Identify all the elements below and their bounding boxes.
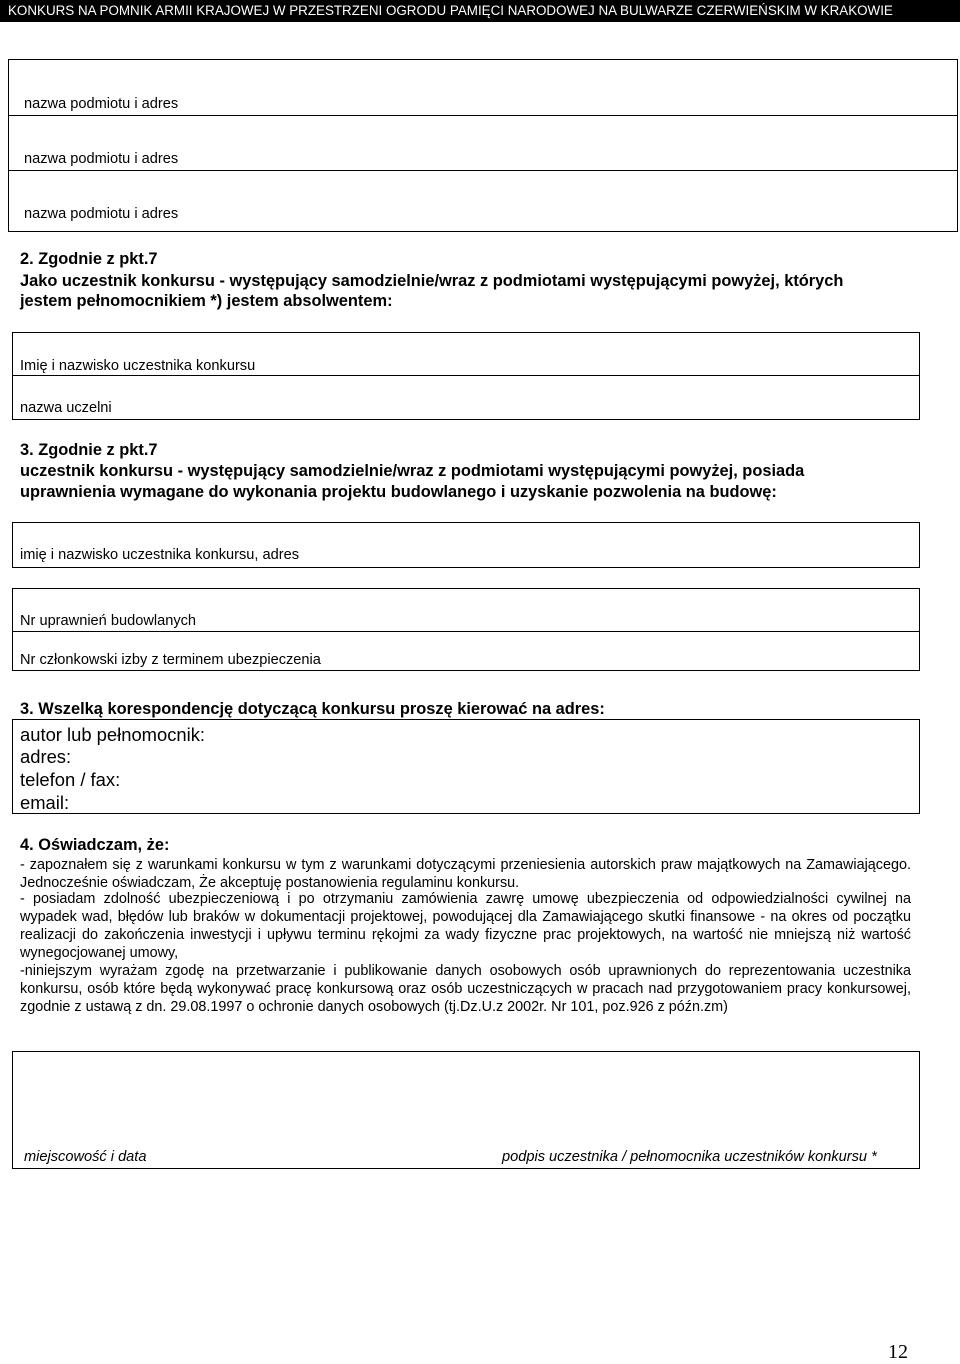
subject-name-address-1: nazwa podmiotu i adres bbox=[24, 96, 179, 112]
declaration-paragraph-3: -niniejszym wyrażam zgodę na przetwarzanie i publikowanie danych osobowych osób uprawnionych do reprezentowania uczestnika konkursu, osób które będą wykonywać pracę konkursową oraz osób uczestniczących w pracach nad przygotowaniem pracy konkursowej, zgodnie z ustawą z dn. 29.08.1997 o ochronie danych osobowych (tj.Dz.U.z 2002r. Nr 101, poz.926 z późn.zm) bbox=[20, 963, 911, 1015]
section-2-heading: 2. Zgodnie z pkt.7 bbox=[20, 250, 158, 268]
section-3a-text-line-1: uczestnik konkursu - występujący samodzielnie/wraz z podmiotami występującymi powyżej, posiada bbox=[20, 462, 805, 480]
graduate-box bbox=[12, 332, 920, 420]
address-label: adres: bbox=[20, 746, 72, 767]
section-3a-text-line-2: uprawnienia wymagane do wykonania projektu budowlanego i uzyskanie pozwolenia na budowę: bbox=[20, 483, 777, 501]
participant-name-field: Imię i nazwisko uczestnika konkursu bbox=[20, 358, 256, 374]
email-label: email: bbox=[20, 792, 70, 813]
declaration-paragraph-1: - zapoznałem się z warunkami konkursu w tym z warunkami dotyczącymi przeniesienia autorskich praw majątkowych na Zamawiającego. Jednocześnie oświadczam, Że akceptuję postanowienia regulaminu konkursu. bbox=[20, 857, 911, 891]
divider bbox=[8, 170, 958, 171]
section-2-text-line-1: Jako uczestnik konkursu - występujący samodzielnie/wraz z podmiotami występującymi powyżej, których bbox=[20, 272, 844, 290]
place-date-label: miejscowość i data bbox=[24, 1149, 147, 1165]
page-number: 12 bbox=[888, 1341, 908, 1363]
divider bbox=[12, 375, 920, 376]
chamber-membership-field: Nr członkowski izby z terminem ubezpieczenia bbox=[20, 652, 321, 668]
divider bbox=[12, 631, 920, 632]
section-3b-heading: 3. Wszelką korespondencję dotyczącą konkursu proszę kierować na adres: bbox=[20, 700, 605, 718]
signature-label: podpis uczestnika / pełnomocnika uczestników konkursu * bbox=[502, 1149, 877, 1165]
section-4-heading: 4. Oświadczam, że: bbox=[20, 836, 170, 854]
section-2-text-line-2: jestem pełnomocnikiem *) jestem absolwentem: bbox=[20, 292, 393, 310]
building-permit-number-field: Nr uprawnień budowlanych bbox=[20, 613, 197, 629]
author-attorney-label: autor lub pełnomocnik: bbox=[20, 724, 206, 745]
phone-fax-label: telefon / fax: bbox=[20, 769, 121, 790]
divider bbox=[8, 115, 958, 116]
section-3a-heading: 3. Zgodnie z pkt.7 bbox=[20, 441, 158, 459]
subject-name-address-3: nazwa podmiotu i adres bbox=[24, 206, 179, 222]
declaration-paragraph-2: - posiadam zdolność ubezpieczeniową i po otrzymaniu zamówienia zawrę umowę ubezpieczenia od odpowiedzialności cywilnej na wypadek wad, błędów lub braków w dokumentacji projektowej, powodującej dla Zamawiającego skutki finansowe - na okres od początku realizacji do zakończenia inwestycji i upływu terminu rękojmi za wady fizyczne prac projektowych, na wartość nie mniejszą niż wartość wynegocjowanej umowy, bbox=[20, 891, 911, 961]
participant-name-address-field: imię i nazwisko uczestnika konkursu, adres bbox=[20, 547, 300, 563]
subject-name-address-2: nazwa podmiotu i adres bbox=[24, 151, 179, 167]
document-header: KONKURS NA POMNIK ARMII KRAJOWEJ W PRZESTRZENI OGRODU PAMIĘCI NARODOWEJ NA BULWARZE CZERWIEŃSKIM W KRAKOWIE bbox=[0, 0, 960, 22]
university-name-field: nazwa uczelni bbox=[20, 400, 112, 416]
